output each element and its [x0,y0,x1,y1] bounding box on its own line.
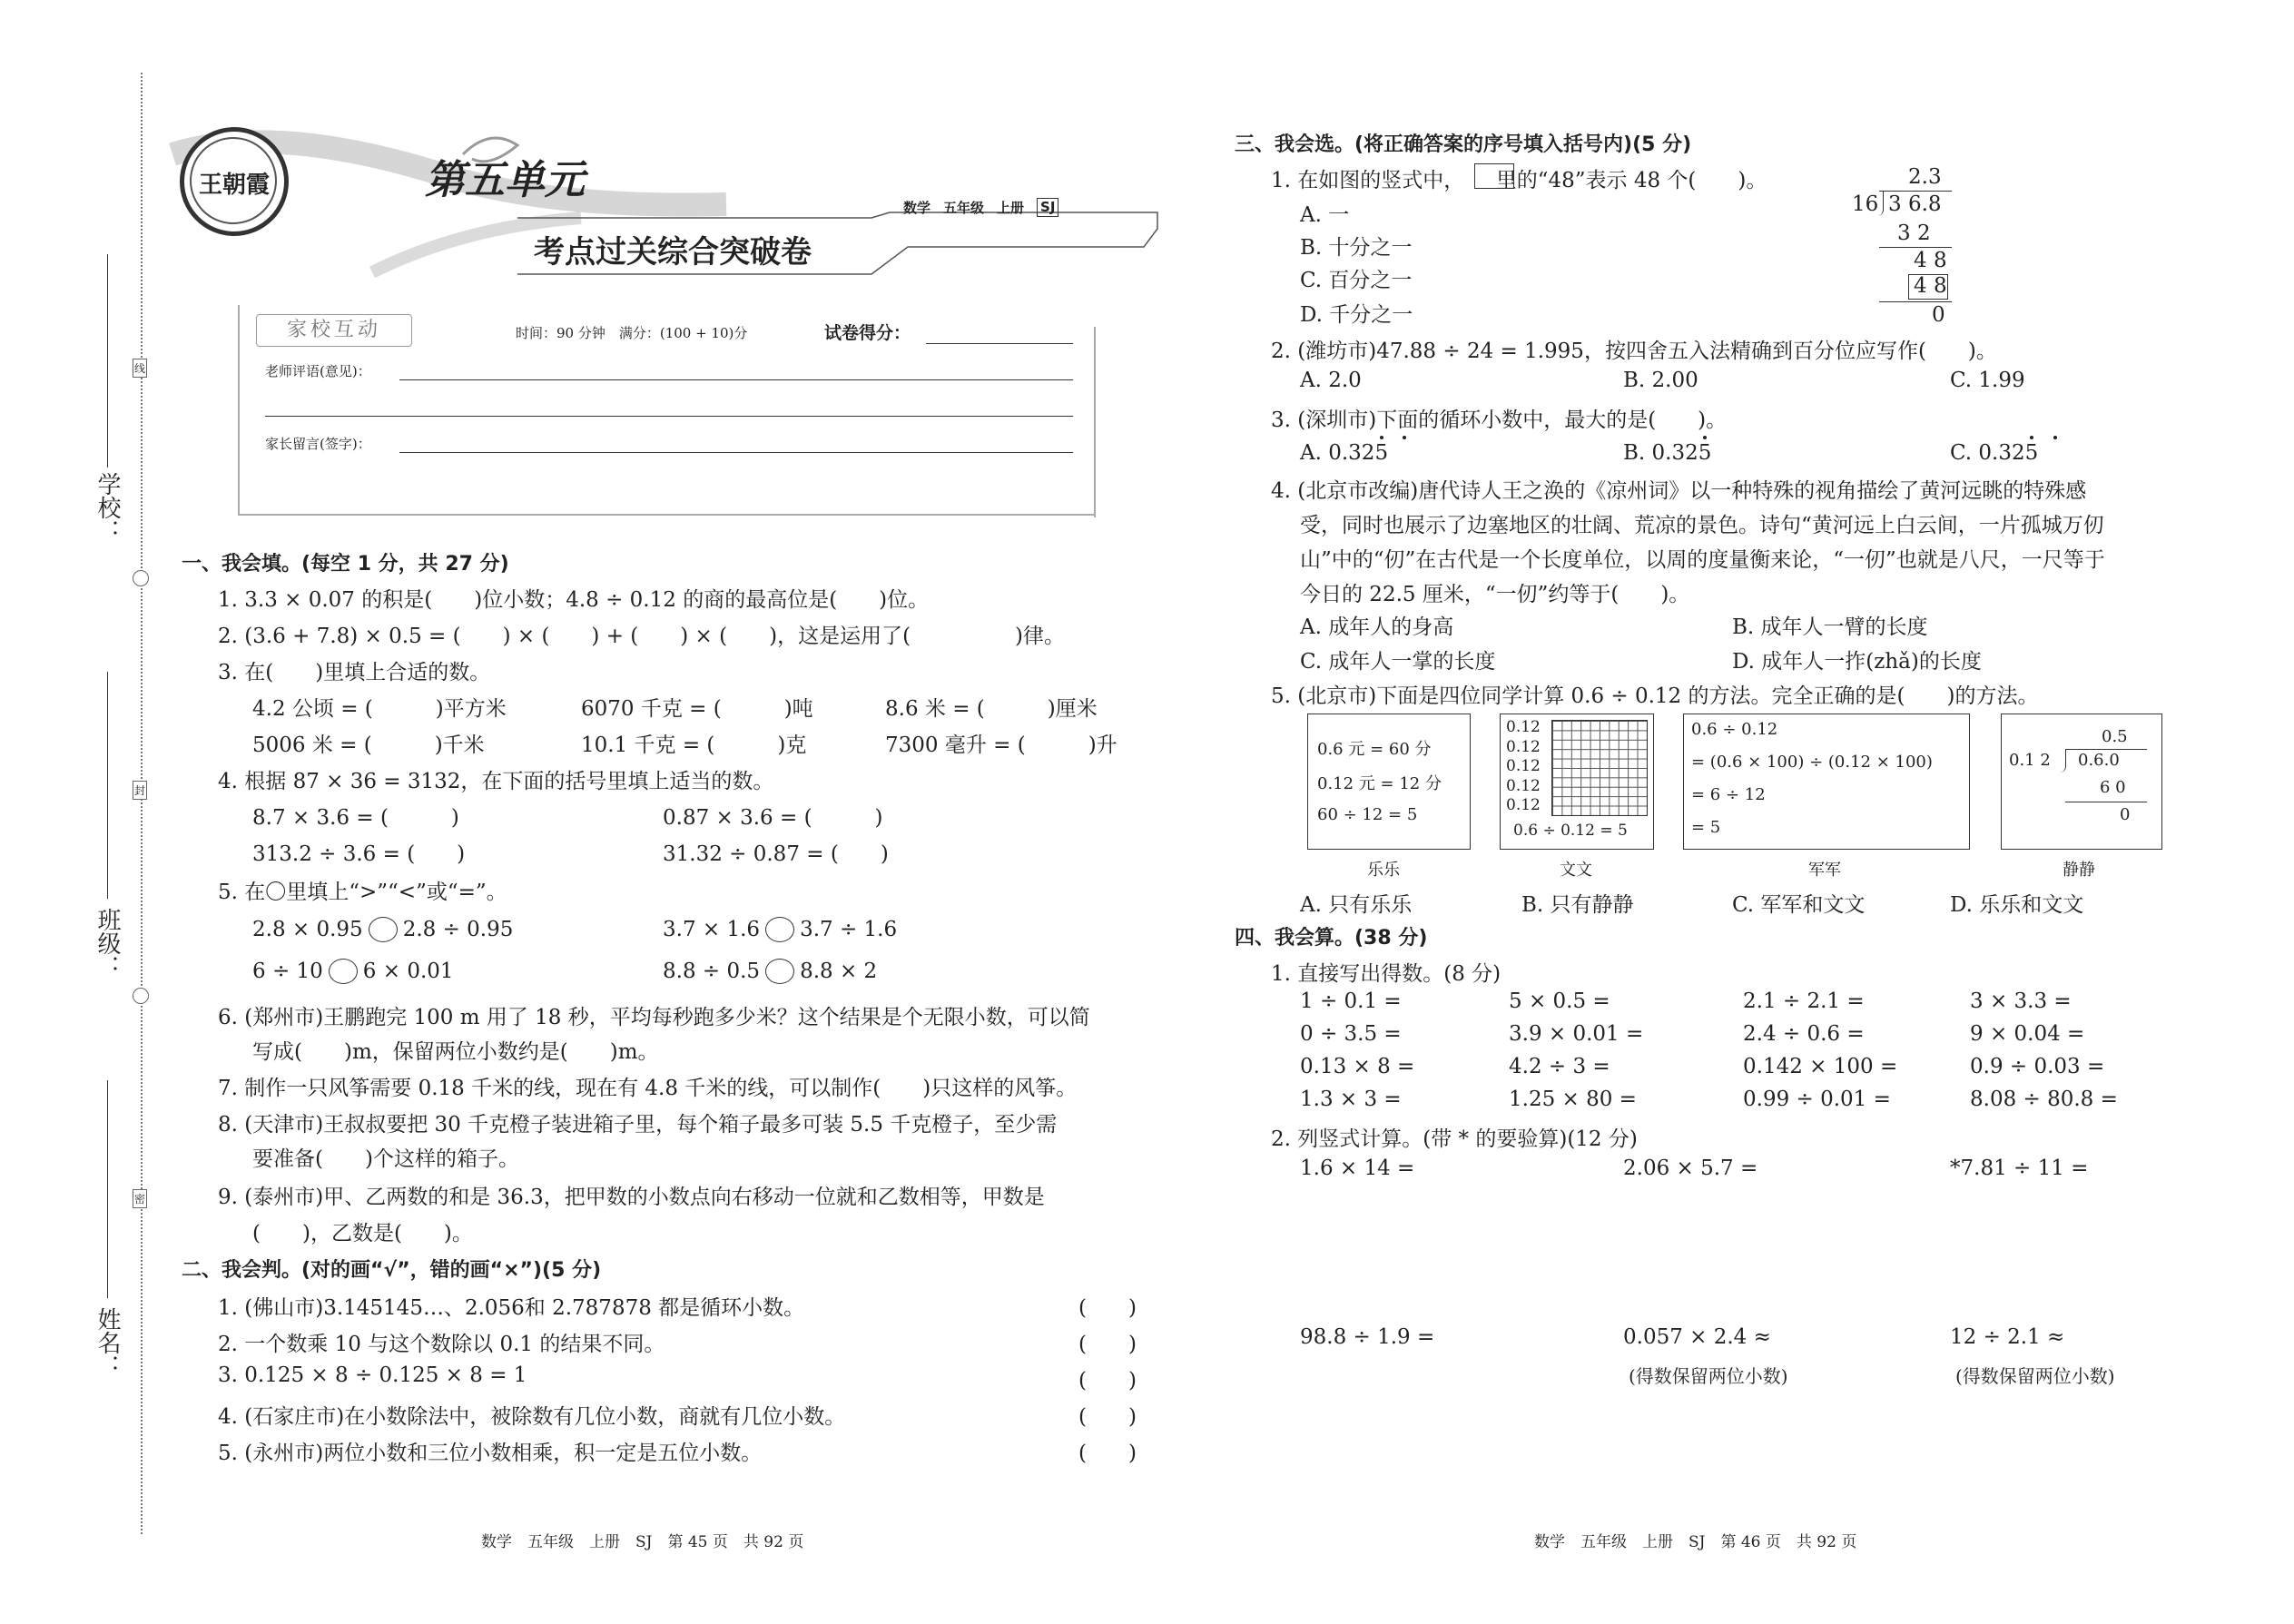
calc-item: 2.1 ÷ 2.1 = [1743,989,1865,1013]
question-3-4-cont: 今日的 22.5 厘米，“一仞”约等于( )。 [1300,583,1690,606]
div-bracket [2060,749,2066,773]
div-remainder: 0 [2120,805,2131,824]
class-label: 班级： [94,908,121,979]
div-line [1879,301,1952,302]
cut-mark-xian: 线 [133,359,147,378]
compare-item: 8.8 ÷ 0.5 8.8 × 2 [663,960,878,983]
method-line: 0.6 ÷ 0.12 [1691,720,1778,739]
calc-item: 0.13 × 8 = [1300,1055,1415,1078]
question-1-9: 9. (泰州市)甲、乙两数的和是 36.3，把甲数的小数点向右移动一位就和乙数相等，甲数是 [218,1186,1045,1209]
judge-item: 3. 0.125 × 8 ÷ 0.125 × 8 = 1 [218,1363,527,1387]
q4-item: 0.87 × 3.6 = ( ) [663,806,883,830]
tag-edition: SJ [1037,198,1058,217]
unit-title: 第五单元 [425,157,585,203]
method-line: 0.6 ÷ 0.12 = 5 [1513,822,1628,840]
grade-tag [903,198,1058,217]
judge-item: 2. 一个数乘 10 与这个数除以 0.1 的结果不同。 [218,1333,665,1356]
school-field[interactable] [107,254,108,468]
frame-left-line [238,305,240,514]
rounding-note: (得数保留两位小数) [1629,1365,1788,1387]
question-1-4: 4. 根据 87 × 36 = 3132，在下面的括号里填上适当的数。 [218,770,774,793]
repeat-dot-icon [1703,436,1707,439]
question-1-9-cont: ( )，乙数是( )。 [252,1222,473,1245]
judge-item: 4. (石家庄市)在小数除法中，被除数有几位小数，商就有几位小数。 [218,1405,846,1429]
school-label: 学校： [94,472,121,543]
question-3-3: 3. (深圳市)下面的循环小数中，最大的是( )。 [1271,408,1728,432]
method-name: 静静 [2063,861,2095,880]
q3-item: 8.6 米 = ( )厘米 [885,697,1098,721]
name-label: 姓名： [94,1307,121,1378]
vertical-calc: 12 ÷ 2.1 ≈ [1950,1325,2065,1349]
calc-item: 5 × 0.5 = [1509,989,1610,1013]
q4-item: 31.32 ÷ 0.87 = ( ) [663,842,889,866]
teacher-field[interactable] [399,379,1073,380]
question-3-2: 2. (潍坊市)47.88 ÷ 24 = 1.995，按四舍五入法精确到百分位应写作( )。 [1271,340,1997,363]
div-remainder: 0 [1932,303,1945,327]
tag-subject: 数学 [903,200,931,216]
vertical-calc: 2.06 × 5.7 = [1623,1156,1758,1180]
calc-item: 1.3 × 3 = [1300,1088,1402,1111]
option[interactable]: D. 成年人一拃(zhǎ)的长度 [1732,650,1982,674]
footer-left: 数学 五年级 上册 SJ 第 45 页 共 92 页 [481,1533,804,1551]
question-1-2: 2. (3.6 + 7.8) × 0.5 = ( ) × ( ) + ( ) × ( )，这是运用了( )律。 [218,625,1066,648]
div-quotient: 0.5 [2102,727,2128,746]
div-divisor: 0.1 2 [2009,751,2051,770]
score-field[interactable] [926,343,1073,344]
method-line: 0.12 元 = 12 分 [1317,774,1442,793]
div-partial: 4 8 [1914,249,1947,272]
question-1-8: 8. (天津市)王叔叔要把 30 千克橙子装进箱子里，每个箱子最多可装 5.5 千克橙子，至少需 [218,1113,1058,1137]
question-1-3: 3. 在( )里填上合适的数。 [218,661,491,684]
class-field[interactable] [107,672,108,899]
rounding-note: (得数保留两位小数) [1955,1365,2115,1387]
question-3-4: 4. (北京市改编)唐代诗人王之涣的《凉州词》以一种特殊的视角描绘了黄河远眺的特殊感 [1271,479,2087,503]
cut-mark-mi: 密 [133,1189,147,1208]
div-partial: 4 8 [1914,274,1947,298]
logo-seal [180,127,289,236]
q3-item: 5006 米 = ( )千米 [252,733,485,757]
calc-item: 1 ÷ 0.1 = [1300,989,1402,1013]
repeat-dot-icon [2030,436,2033,439]
q3-item: 10.1 千克 = ( )克 [581,733,807,757]
div-bracket [1877,191,1884,216]
answer-paren[interactable]: ( ) [1078,1442,1137,1465]
section-title: 四、我会算。(38 分) [1235,927,1428,950]
q3-item: 6070 千克 = ( )吨 [581,697,813,721]
repeat-dot-icon [1380,436,1383,439]
option[interactable]: B. 成年人一臂的长度 [1732,615,1928,639]
logo-text: 王朝霞 [198,172,270,199]
div-dividend: 3 6.8 [1888,192,1942,216]
cut-line [141,73,143,1534]
vertical-calc: *7.81 ÷ 11 = [1950,1156,2089,1180]
method-line: 60 ÷ 12 = 5 [1317,805,1418,824]
name-field[interactable] [107,1080,108,1298]
option[interactable]: A. 成年人的身高 [1300,615,1454,639]
time-info: 时间：90 分钟 满分：(100 + 10)分 [516,325,748,341]
binding-hole-icon [133,570,149,586]
exam-subtitle: 考点过关综合突破卷 [534,234,812,271]
compare-item: 6 ÷ 10 6 × 0.01 [252,960,454,983]
subtitle-frame-icon [508,211,1180,283]
question-3-5: 5. (北京市)下面是四位同学计算 0.6 ÷ 0.12 的方法。完全正确的是( )的方法。 [1271,684,2039,708]
repeat-dot-icon [1403,436,1406,439]
home-school-badge: 家校互动 [256,314,412,347]
section-title: 一、我会填。(每空 1 分，共 27 分) [182,553,509,576]
option[interactable]: B. 0.325 [1623,441,1712,465]
div-dividend: 0.6.0 [2078,751,2120,770]
div-partial: 3 2 [1897,221,1931,245]
section-title: 三、我会选。(将正确答案的序号填入括号内)(5 分) [1235,133,1692,156]
calc-item: 0 ÷ 3.5 = [1300,1022,1402,1046]
sub-title: 1. 直接写出得数。(8 分) [1271,962,1501,986]
question-1-7: 7. 制作一只风筝需要 0.18 千米的线，现在有 4.8 千米的线，可以制作( )只这样的风筝。 [218,1077,1078,1100]
parent-field[interactable] [399,452,1073,453]
answer-paren[interactable]: ( ) [1078,1333,1137,1356]
q4-item: 313.2 ÷ 3.6 = ( ) [252,842,466,866]
compare-item: 3.7 × 1.6 3.7 ÷ 1.6 [663,918,898,941]
judge-item: 1. (佛山市)3.145145…、2.056和 2.787878 都是循环小数。 [218,1296,805,1320]
calc-item: 3 × 3.3 = [1970,989,2072,1013]
method-box-jingjing [2001,714,2162,850]
q4-item: 8.7 × 3.6 = ( ) [252,806,459,830]
method-name: 军军 [1808,861,1841,880]
question-1-6-cont: 写成( )m，保留两位小数约是( )m。 [252,1040,659,1064]
score-label: 试卷得分： [824,323,911,343]
calc-item: 0.9 ÷ 0.03 = [1970,1055,2105,1078]
answer-paren[interactable]: ( ) [1078,1405,1137,1429]
calc-item: 9 × 0.04 = [1970,1022,2085,1046]
q3-item: 4.2 公顷 = ( )平方米 [252,697,507,721]
question-1-6: 6. (郑州市)王鹏跑完 100 m 用了 18 秒，平均每秒跑多少米？这个结果是个无限小数，可以简 [218,1006,1090,1029]
option[interactable]: B. 2.00 [1623,369,1698,392]
option[interactable]: C. 成年人一掌的长度 [1300,650,1496,674]
compare-circle[interactable] [369,917,398,942]
teacher-field-line2[interactable] [265,416,1073,417]
option[interactable]: D. 千分之一 [1300,303,1413,327]
calc-item: 8.08 ÷ 80.8 = [1970,1088,2118,1111]
option[interactable]: C. 军军和文文 [1732,893,1866,917]
method-line: = 6 ÷ 12 [1691,785,1766,804]
method-name: 乐乐 [1367,861,1400,880]
footer-right: 数学 五年级 上册 SJ 第 46 页 共 92 页 [1534,1533,1857,1551]
calc-item: 0.99 ÷ 0.01 = [1743,1088,1891,1111]
option[interactable]: A. 0.325 [1300,441,1389,465]
compare-circle[interactable] [765,959,794,984]
frame-right-line [1094,327,1096,517]
calc-item: 3.9 × 0.01 = [1509,1022,1644,1046]
option[interactable]: C. 百分之一 [1300,269,1413,292]
teacher-label: 老师评语(意见)： [265,363,371,379]
option[interactable]: B. 十分之一 [1300,236,1413,260]
option[interactable]: B. 只有静静 [1521,893,1634,917]
div-bar [1879,191,1952,192]
option[interactable]: C. 0.325 [1950,441,2039,465]
method-line: = 5 [1691,818,1721,837]
section-title: 二、我会判。(对的画“√”，错的画“×”)(5 分) [182,1259,602,1282]
calc-item: 4.2 ÷ 3 = [1509,1055,1610,1078]
judge-item: 5. (永州市)两位小数和三位小数相乘，积一定是五位小数。 [218,1442,763,1465]
repeat-dot-icon [2053,436,2057,439]
option[interactable]: A. 一 [1300,203,1350,227]
div-partial: 6 0 [2100,778,2126,797]
div-line [1879,247,1952,248]
option[interactable]: A. 只有乐乐 [1300,893,1413,917]
div-bar [2065,749,2147,750]
div-divisor: 16 [1852,192,1879,216]
answer-paren[interactable]: ( ) [1078,1369,1137,1393]
vertical-calc: 1.6 × 14 = [1300,1156,1415,1180]
highlight-box [1474,163,1514,189]
question-1-8-cont: 要准备( )个这样的箱子。 [252,1147,519,1171]
q3-item: 7300 毫升 = ( )升 [885,733,1117,757]
calc-item: 2.4 ÷ 0.6 = [1743,1022,1865,1046]
grid-row-labels: 0.12 0.12 0.12 0.12 0.12 [1506,718,1541,814]
div-quotient: 2.3 [1908,165,1942,189]
method-line: 0.6 元 = 60 分 [1317,740,1432,759]
option[interactable]: D. 乐乐和文文 [1950,893,2084,917]
sub-title: 2. 列竖式计算。(带 * 的要验算)(12 分) [1271,1127,1638,1151]
question-3-4-cont: 受，同时也展示了边塞地区的壮阔、荒凉的景色。诗句“黄河远上白云间，一片孤城万仞 [1300,514,2104,537]
compare-circle[interactable] [765,917,794,942]
vertical-calc: 0.057 × 2.4 ≈ [1623,1325,1771,1349]
cut-mark-feng: 封 [133,781,147,800]
method-box-wenwen [1500,714,1654,850]
calc-item: 0.142 × 100 = [1743,1055,1898,1078]
frame-bottom-line [238,514,1096,516]
calc-item: 1.25 × 80 = [1509,1088,1637,1111]
question-1-1: 1. 3.3 × 0.07 的积是( )位小数；4.8 ÷ 0.12 的商的最高位是( )位。 [218,588,930,612]
method-box-lele [1307,714,1471,850]
tag-volume: 上册 [997,200,1025,216]
option[interactable]: A. 2.0 [1300,369,1362,392]
question-1-5: 5. 在〇里填上“>”“<”或“=”。 [218,881,507,904]
method-box-junjun [1683,714,1970,850]
binding-hole-icon [133,988,149,1004]
question-3-1: 1. 在如图的竖式中， 里的“48”表示 48 个( )。 [1271,169,1767,192]
vertical-calc: 98.8 ÷ 1.9 = [1300,1325,1435,1349]
answer-paren[interactable]: ( ) [1078,1296,1137,1320]
method-line: = (0.6 × 100) ÷ (0.12 × 100) [1691,753,1933,772]
compare-circle[interactable] [329,959,358,984]
hundred-grid [1551,720,1648,816]
parent-label: 家长留言(签字)： [265,436,371,452]
method-name: 文文 [1560,861,1592,880]
compare-item: 2.8 × 0.95 2.8 ÷ 0.95 [252,918,514,941]
option[interactable]: C. 1.99 [1950,369,2025,392]
tag-grade: 五年级 [943,200,985,216]
question-3-4-cont: 山”中的“仞”在古代是一个长度单位，以周的度量衡来论，“一仞”也就是八尺，一尺等于 [1300,548,2105,572]
